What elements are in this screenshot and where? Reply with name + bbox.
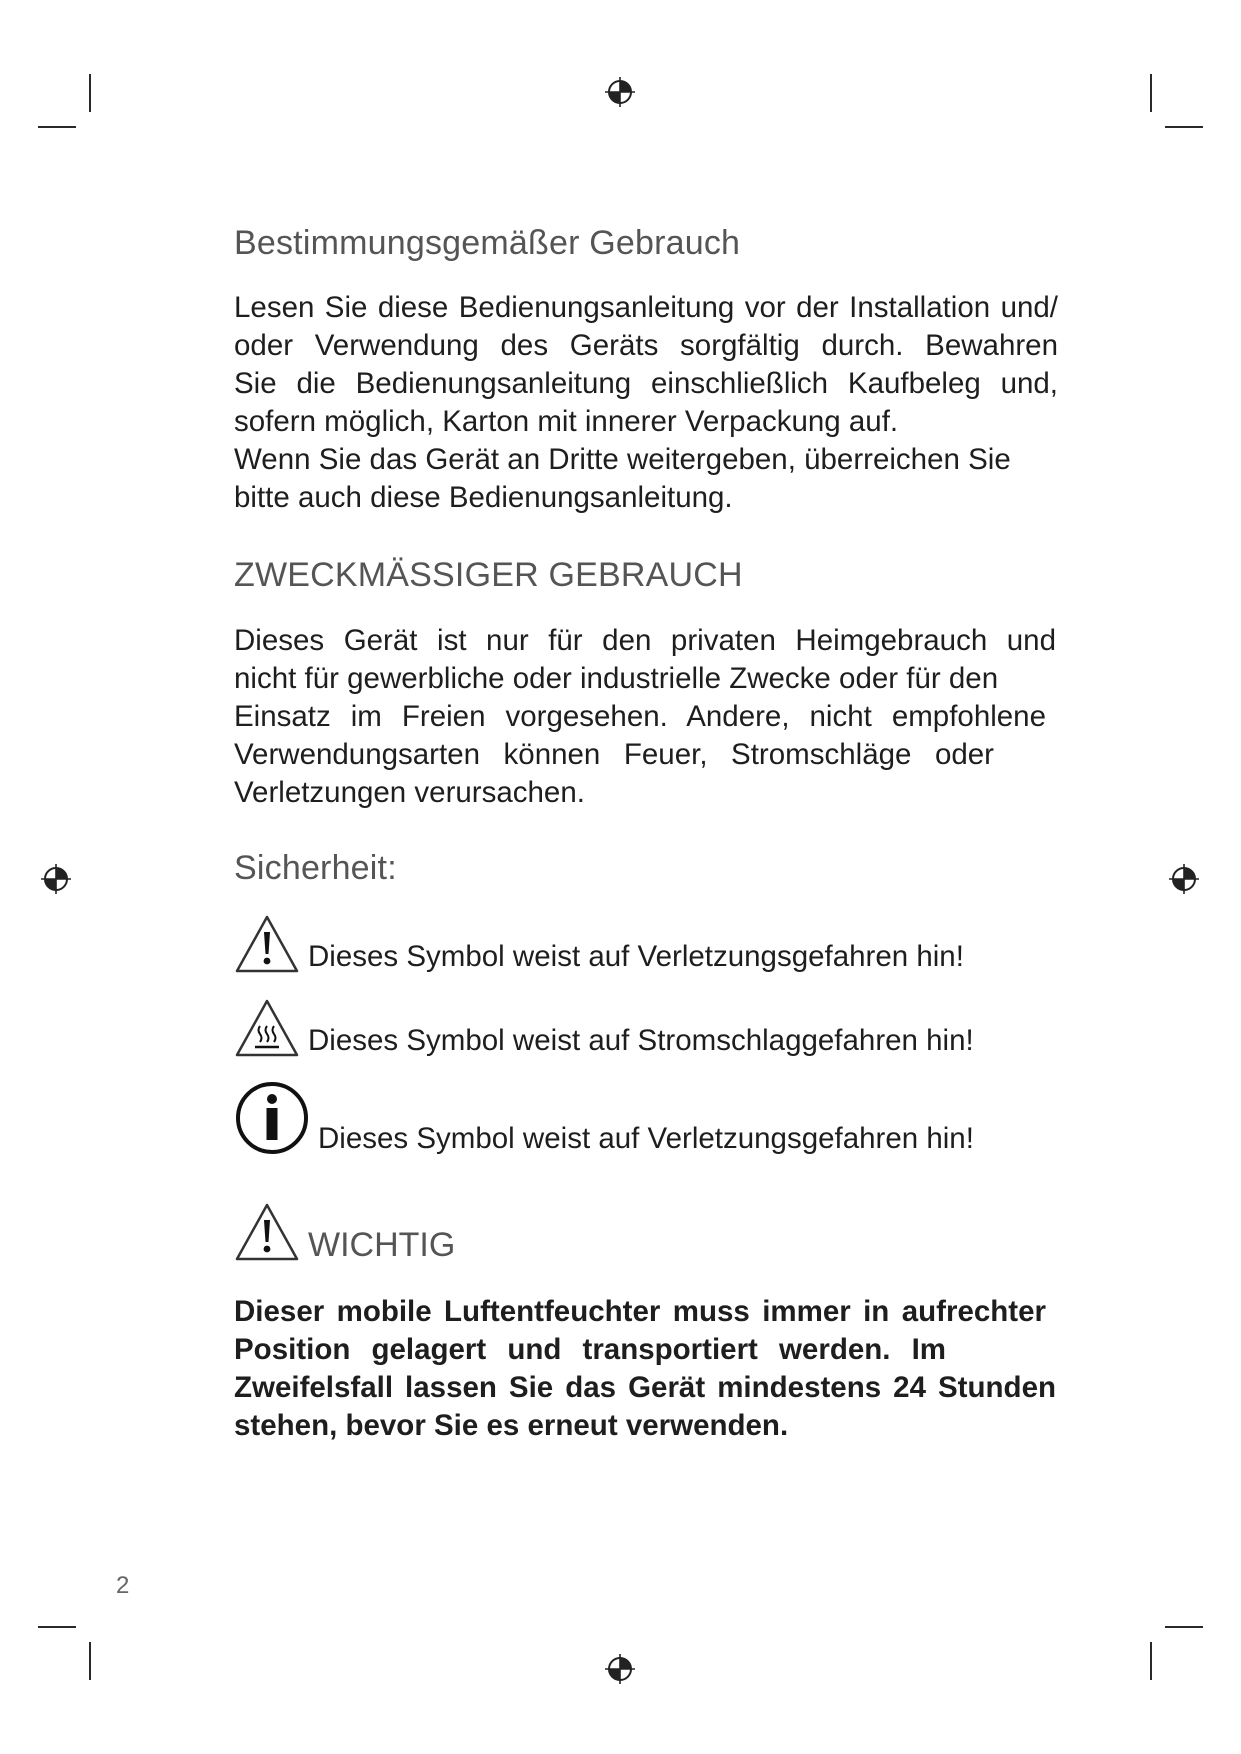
crop-mark: [38, 126, 76, 128]
registration-mark-icon: [1169, 864, 1199, 894]
page-number: 2: [116, 1572, 130, 1599]
text-line: Lesen Sie diese Bedienungsanleitung vor der Installation und/: [234, 291, 1058, 324]
text-line: nicht für gewerbliche oder industrielle Zwecke oder für den: [234, 662, 999, 695]
safety-symbol-row: [234, 914, 964, 974]
crop-mark: [89, 1642, 91, 1680]
text-line: Dieses Gerät ist nur für den privaten Heimgebrauch und: [234, 624, 1056, 657]
safety-symbol-row: [234, 1080, 974, 1156]
text-line: sofern möglich, Karton mit innerer Verpackung auf.: [234, 405, 899, 438]
safety-symbol-text: Dieses Symbol weist auf Stromschlaggefahren hin!: [308, 1024, 974, 1057]
crop-mark: [1165, 1626, 1203, 1628]
registration-mark-icon: [605, 77, 635, 107]
section-title-safety: Sicherheit:: [234, 849, 397, 887]
text-line: Verletzungen verursachen.: [234, 776, 585, 809]
safety-symbol-text: Dieses Symbol weist auf Verletzungsgefahren hin!: [318, 1122, 974, 1155]
text-line: Sie die Bedienungsanleitung einschließlich Kaufbeleg und,: [234, 367, 1058, 400]
important-title: WICHTIG: [308, 1226, 456, 1264]
text-line: oder Verwendung des Geräts sorgfältig durch. Bewahren: [234, 329, 1058, 362]
text-line: stehen, bevor Sie es erneut verwenden.: [234, 1409, 789, 1442]
text-line: bitte auch diese Bedienungsanleitung.: [234, 481, 733, 514]
section-title-usage: Bestimmungsgemäßer Gebrauch: [234, 224, 741, 262]
warning-triangle-icon: [234, 1202, 300, 1262]
crop-mark: [1165, 126, 1203, 128]
info-circle-icon: [234, 1080, 310, 1156]
safety-symbol-text: Dieses Symbol weist auf Verletzungsgefahren hin!: [308, 940, 964, 973]
purpose-paragraph: [234, 622, 1056, 812]
text-line: Einsatz im Freien vorgesehen. Andere, nicht empfohlene: [234, 700, 1046, 733]
important-paragraph: [234, 1293, 1056, 1445]
text-line: Wenn Sie das Gerät an Dritte weitergeben, überreichen Sie: [234, 443, 1011, 476]
crop-mark: [1150, 1642, 1152, 1680]
crop-mark: [1150, 74, 1152, 112]
registration-mark-icon: [41, 864, 71, 894]
text-line: Verwendungsarten können Feuer, Stromschläge oder: [234, 738, 994, 771]
hot-surface-icon: [234, 998, 300, 1058]
text-line: Dieser mobile Luftentfeuchter muss immer in aufrechter: [234, 1295, 1046, 1328]
crop-mark: [89, 74, 91, 112]
section-title-purpose: ZWECKMÄSSIGER GEBRAUCH: [234, 556, 743, 594]
safety-symbol-row: [234, 998, 974, 1058]
text-line: Zweifelsfall lassen Sie das Gerät mindestens 24 Stunden: [234, 1371, 1056, 1404]
text-line: Position gelagert und transportiert werden. Im: [234, 1333, 946, 1366]
crop-mark: [38, 1626, 76, 1628]
usage-paragraph: [234, 289, 1058, 517]
warning-triangle-icon: [234, 914, 300, 974]
registration-mark-icon: [605, 1654, 635, 1684]
important-header: [234, 1202, 455, 1262]
